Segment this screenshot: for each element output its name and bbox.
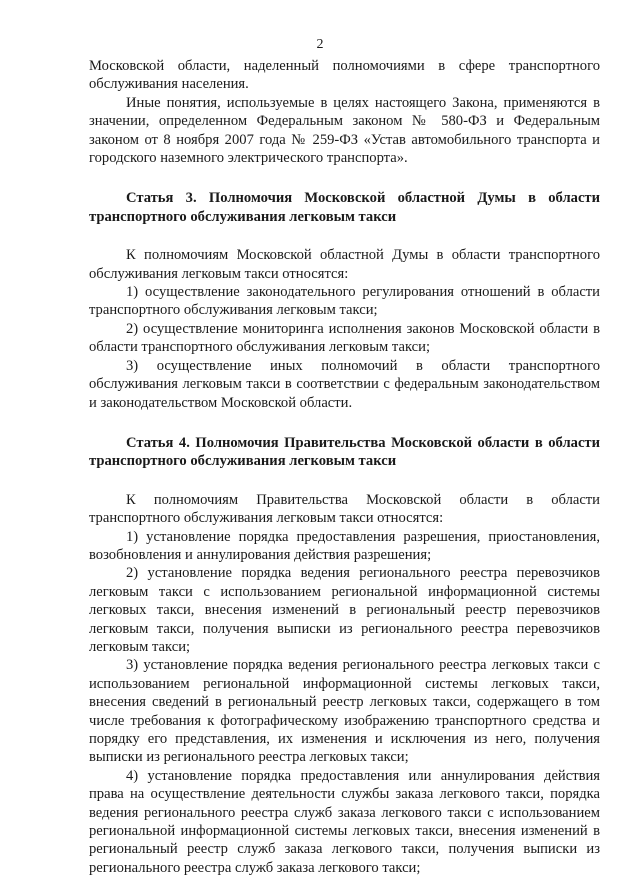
page-number: 2 — [316, 37, 324, 52]
article-4-item-2: 2) установление порядка ведения регионального реестра перевозчиков легковым такси с использованием региональной информационной системы легковых такси, внесения изменений в региональный реестр перевозчиков легковым такси, получения выписки из регионального реестра перевозчиков легковым такси; — [89, 565, 600, 655]
article-4-item-4: 4) установление порядка предоставления или аннулирования действия права на осуществление деятельности службы заказа легкового такси, порядка ведения регионального реестра служб заказа легкового такси с использованием региональной информационной системы легковых такси, внесения изменений в региональный реестр служб заказа легкового такси, получения выписки из регионального реестра служб заказа легкового такси; — [89, 767, 600, 876]
article-3-item-1: 1) осуществление законодательного регулирования отношений в области транспортного обслуживания легковым такси; — [89, 284, 600, 319]
article-4-item-1: 1) установление порядка предоставления разрешения, приостановления, возобновления и аннулирования действия разрешения; — [89, 528, 600, 563]
article-3-item-3: 3) осуществление иных полномочий в области транспортного обслуживания легковым такси в соответствии с федеральным законодательством и законодательством Московской области. — [89, 357, 600, 411]
paragraph-definitions: Иные понятия, используемые в целях настоящего Закона, применяются в значении, определенном Федеральным законом № 580-ФЗ и Федеральным законом от 8 ноября 2007 года № 259-ФЗ «Устав автомобильного транспорта и городского наземного электрического транспорта». — [89, 94, 600, 167]
article-3-item-2: 2) осуществление мониторинга исполнения законов Московской области в области транспортного обслуживания легковым такси; — [89, 320, 600, 356]
document-body — [89, 57, 600, 877]
article-3-intro: К полномочиям Московской областной Думы в области транспортного обслуживания легковым такси относятся: — [89, 247, 600, 282]
article-4-heading: Статья 4. Полномочия Правительства Московской области в области транспортного обслуживания легковым такси — [89, 434, 600, 470]
paragraph-continuation: Московской области, наделенный полномочиями в сфере транспортного обслуживания населения. — [89, 58, 600, 93]
article-3-heading: Статья 3. Полномочия Московской областной Думы в области транспортного обслуживания легковым такси — [89, 190, 600, 225]
article-4-intro: К полномочиям Правительства Московской области в области транспортного обслуживания легковым такси относятся: — [89, 491, 600, 527]
article-4-item-3: 3) установление порядка ведения регионального реестра легковых такси с использованием региональной информационной системы легковых такси, внесения сведений в региональный реестр легковых такси, содержащего в том числе требования к фотографическому изображению транспортного средства и порядку его представления, их изменения и исключения из него, получения выписки из регионального реестра легковых такси; — [89, 657, 600, 766]
